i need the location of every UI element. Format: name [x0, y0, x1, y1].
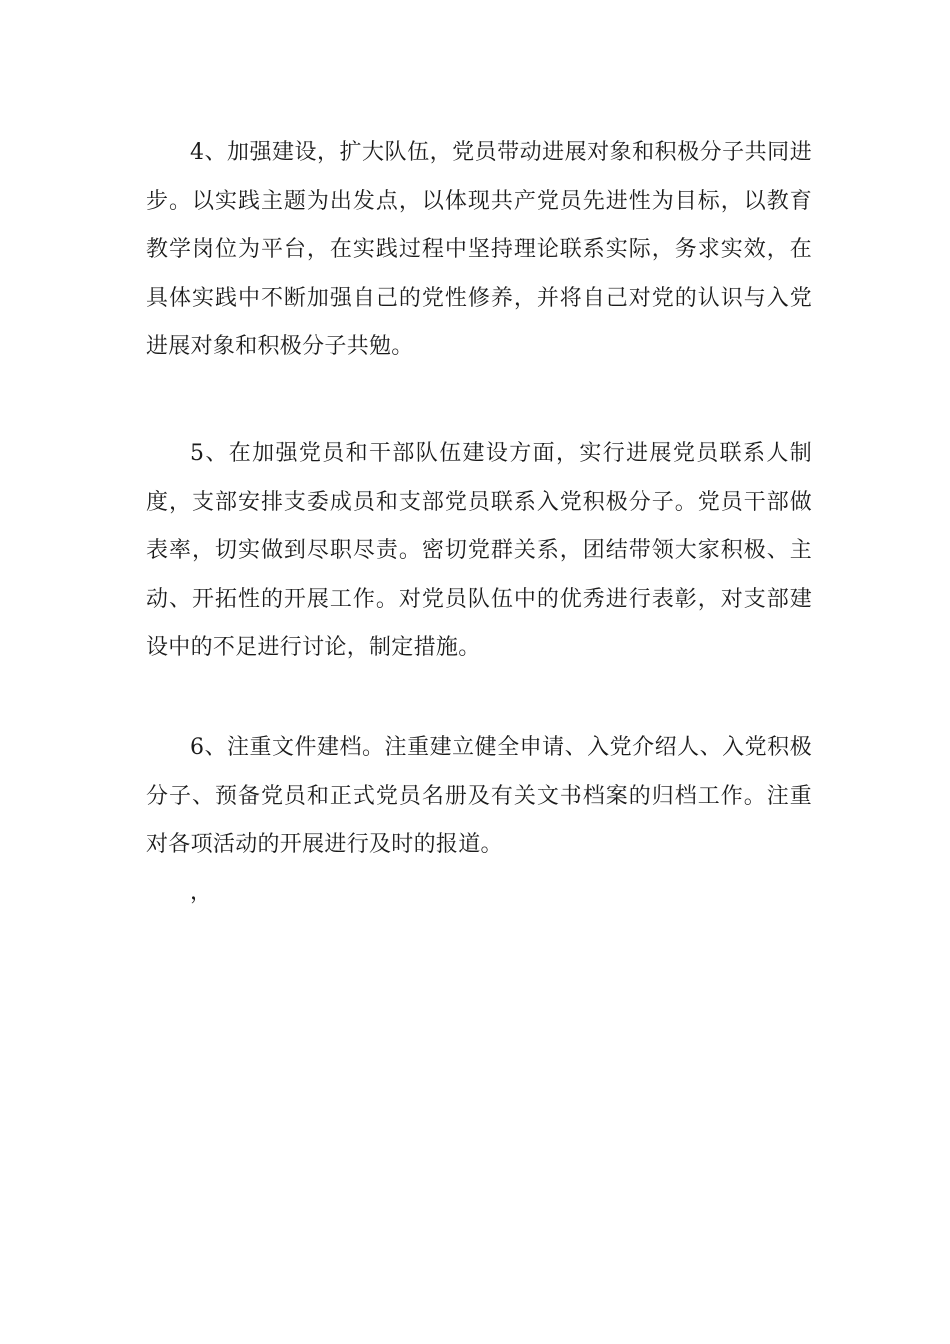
- paragraph-item-4: 4、加强建设，扩大队伍，党员带动进展对象和积极分子共同进步。以实践主题为出发点，以体现共产党员先进性为目标，以教育教学岗位为平台，在实践过程中坚持理论联系实际，务求实效，在具体实践中不断加强自己的党性修养，并将自己对党的认识与入党进展对象和积极分子共勉。: [146, 140, 812, 359]
- paragraph-item-5: 5、在加强党员和干部队伍建设方面，实行进展党员联系人制度，支部安排支委成员和支部党员联系入党积极分子。党员干部做表率，切实做到尽职尽责。密切党群关系，团结带领大家积极、主动、开拓性的开展工作。对党员队伍中的优秀进行表彰，对支部建设中的不足进行讨论，制定措施。: [146, 441, 812, 660]
- paragraph-item-6: 6、注重文件建档。注重建立健全申请、入党介绍人、入党积极分子、预备党员和正式党员名册及有关文书档案的归档工作。注重对各项活动的开展进行及时的报道。: [146, 735, 812, 857]
- trailing-punctuation: ，: [190, 880, 213, 905]
